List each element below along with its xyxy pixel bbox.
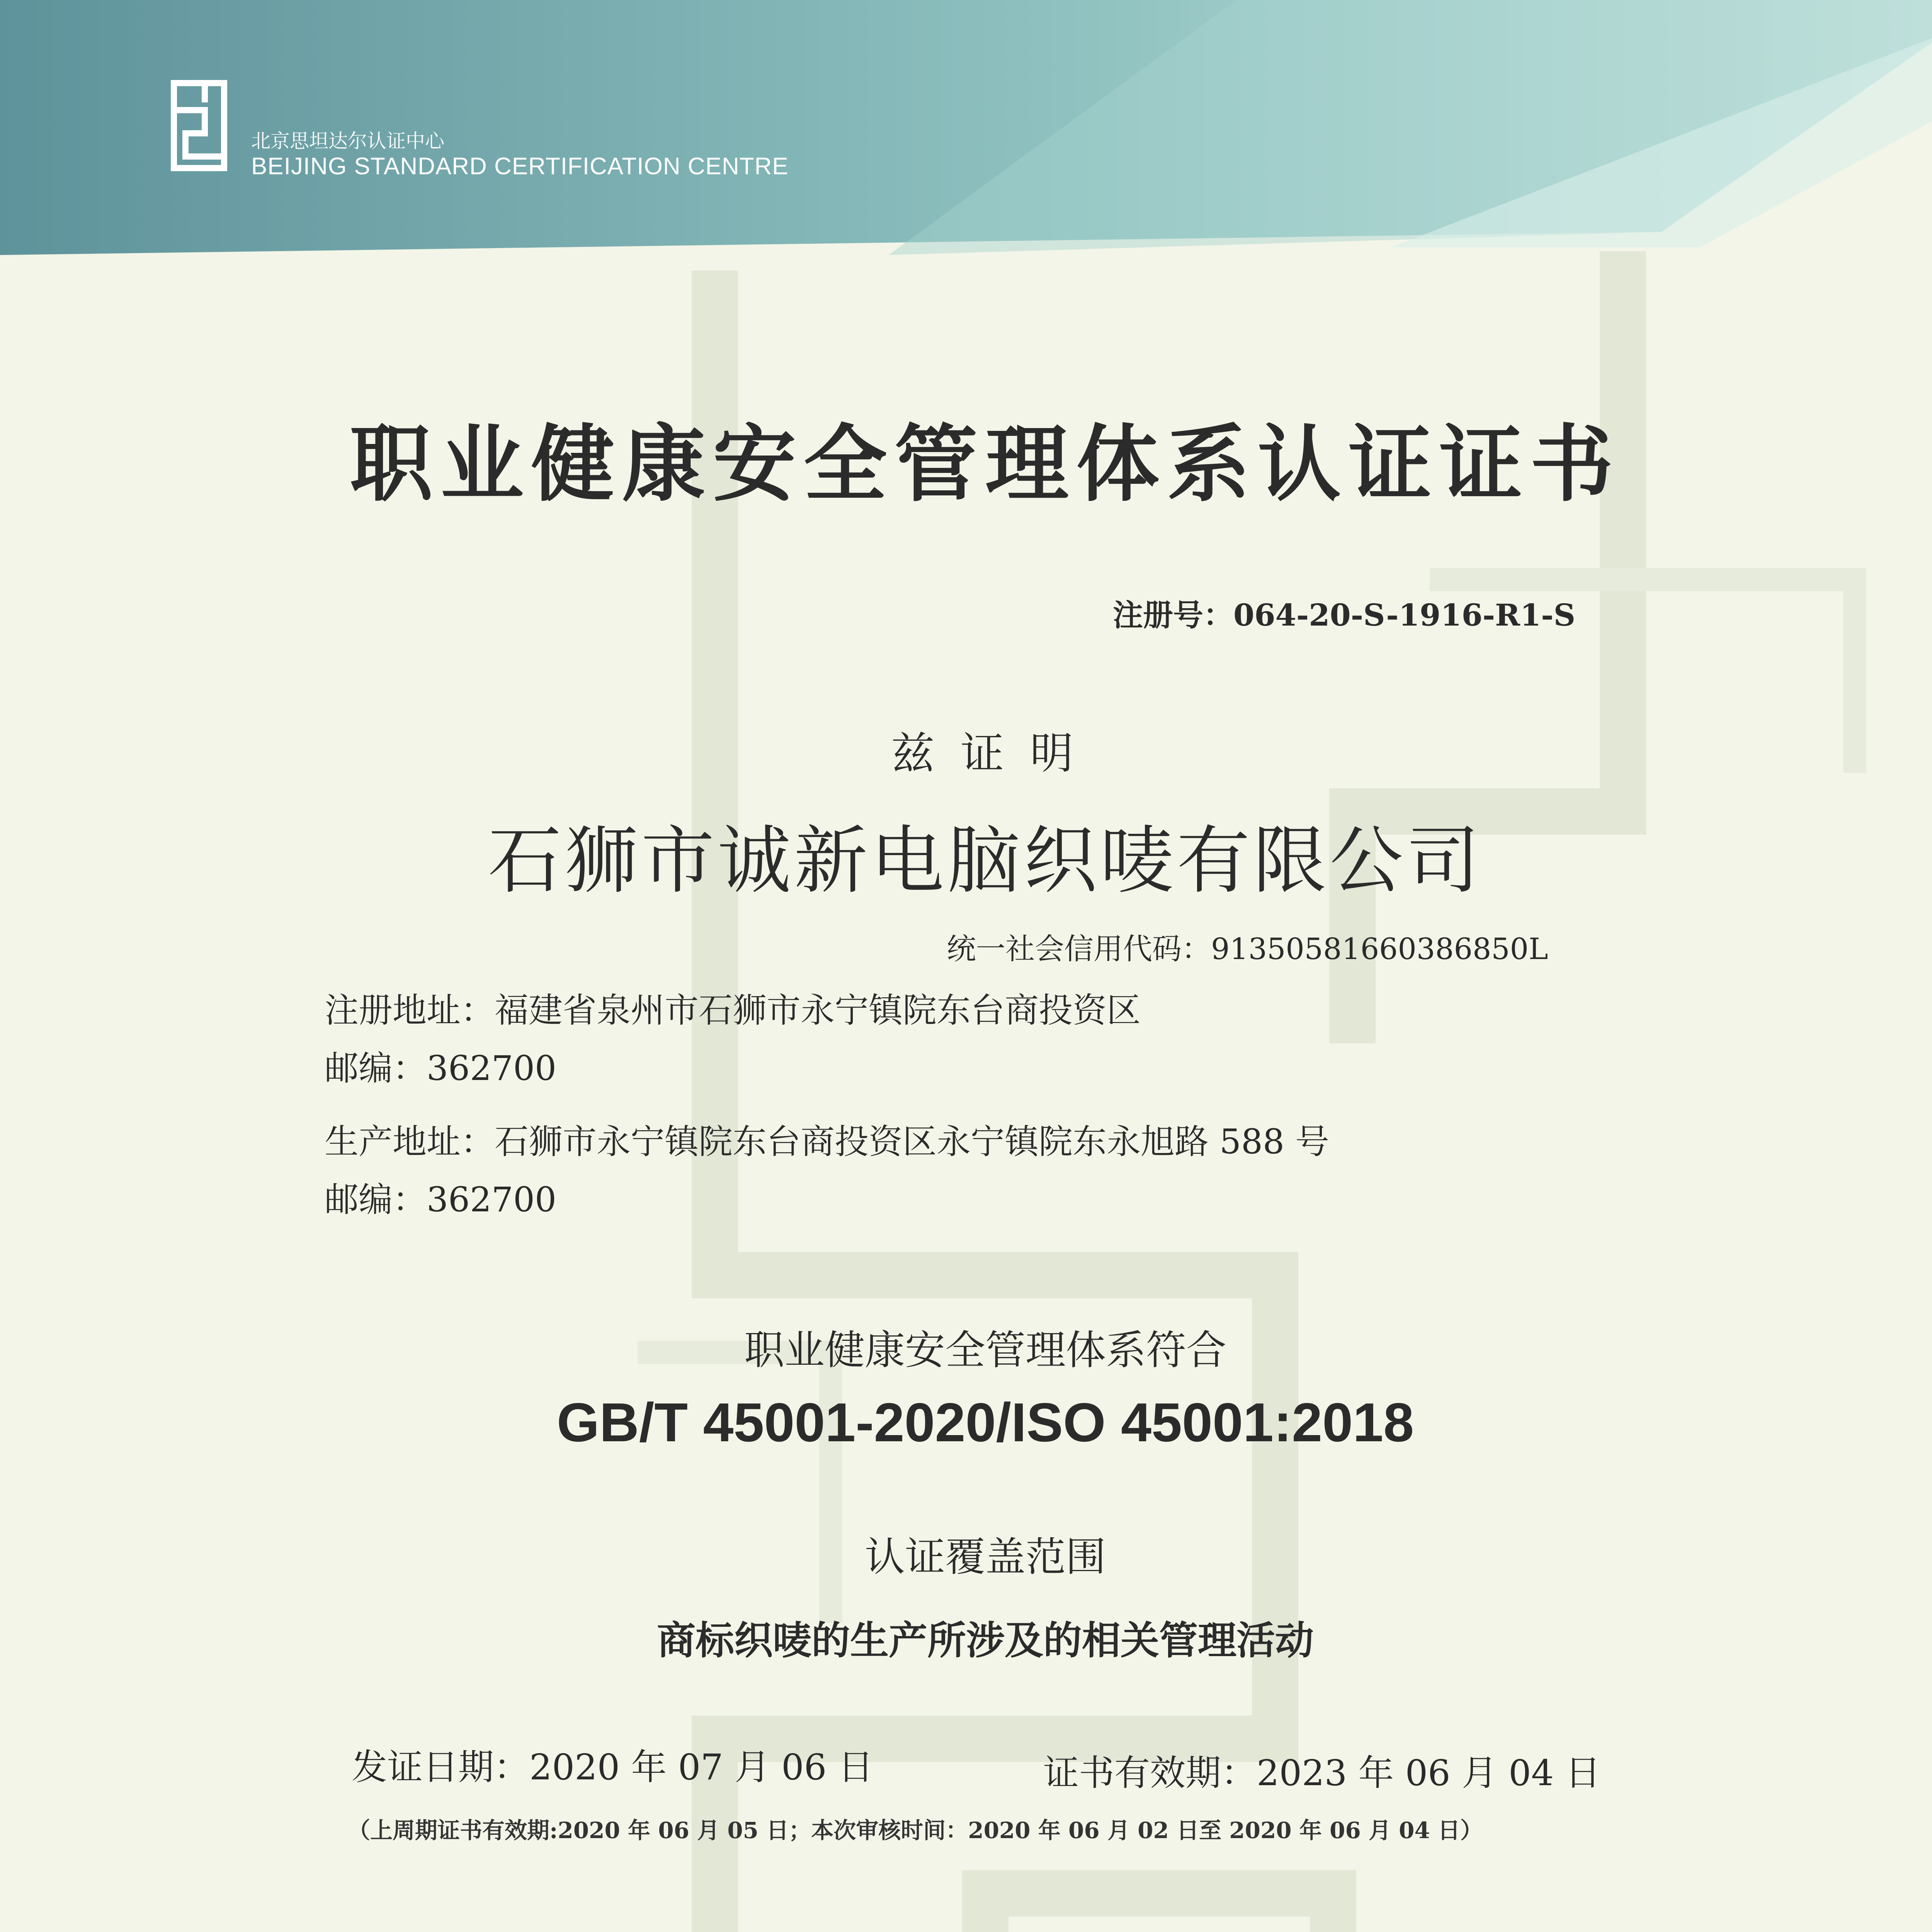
certificate-title: 职业健康安全管理体系认证证书 — [350, 415, 1621, 513]
bsc-logo-icon — [170, 79, 228, 172]
conformity-text: 职业健康安全管理体系符合 — [744, 1327, 1226, 1374]
org-name-cn: 北京思坦达尔认证中心 — [251, 130, 444, 152]
registered-postcode: 邮编：362700 — [325, 1048, 556, 1088]
scope-heading: 认证覆盖范围 — [864, 1533, 1106, 1580]
credit-code: 统一社会信用代码：91350581660386850L — [947, 932, 1548, 966]
certify-intro: 兹 证 明 — [891, 728, 1080, 779]
prior-cycle-note: （上周期证书有效期:2020 年 06 月 05 日；本次审核时间：2020 年 06 月 02 日至 2020 年 06 月 04 日） — [348, 1817, 1483, 1844]
scope-text: 商标织唛的生产所涉及的相关管理活动 — [657, 1617, 1314, 1663]
registered-address: 注册地址：福建省泉州市石狮市永宁镇院东台商投资区 — [325, 990, 1141, 1030]
expiry-date: 证书有效期：2023 年 06 月 04 日 — [1043, 1752, 1601, 1794]
production-address: 生产地址：石狮市永宁镇院东台商投资区永宁镇院东永旭路 588 号 — [325, 1122, 1329, 1162]
org-name-en: BEIJING STANDARD CERTIFICATION CENTRE — [251, 153, 789, 180]
registration-number: 注册号：064-20-S-1916-R1-S — [1113, 598, 1575, 633]
issue-date: 发证日期：2020 年 07 月 06 日 — [352, 1747, 874, 1788]
company-name: 石狮市诚新电脑织唛有限公司 — [488, 818, 1483, 903]
standard-code: GB/T 45001-2020/ISO 45001:2018 — [556, 1392, 1414, 1453]
production-postcode: 邮编：362700 — [325, 1180, 556, 1219]
